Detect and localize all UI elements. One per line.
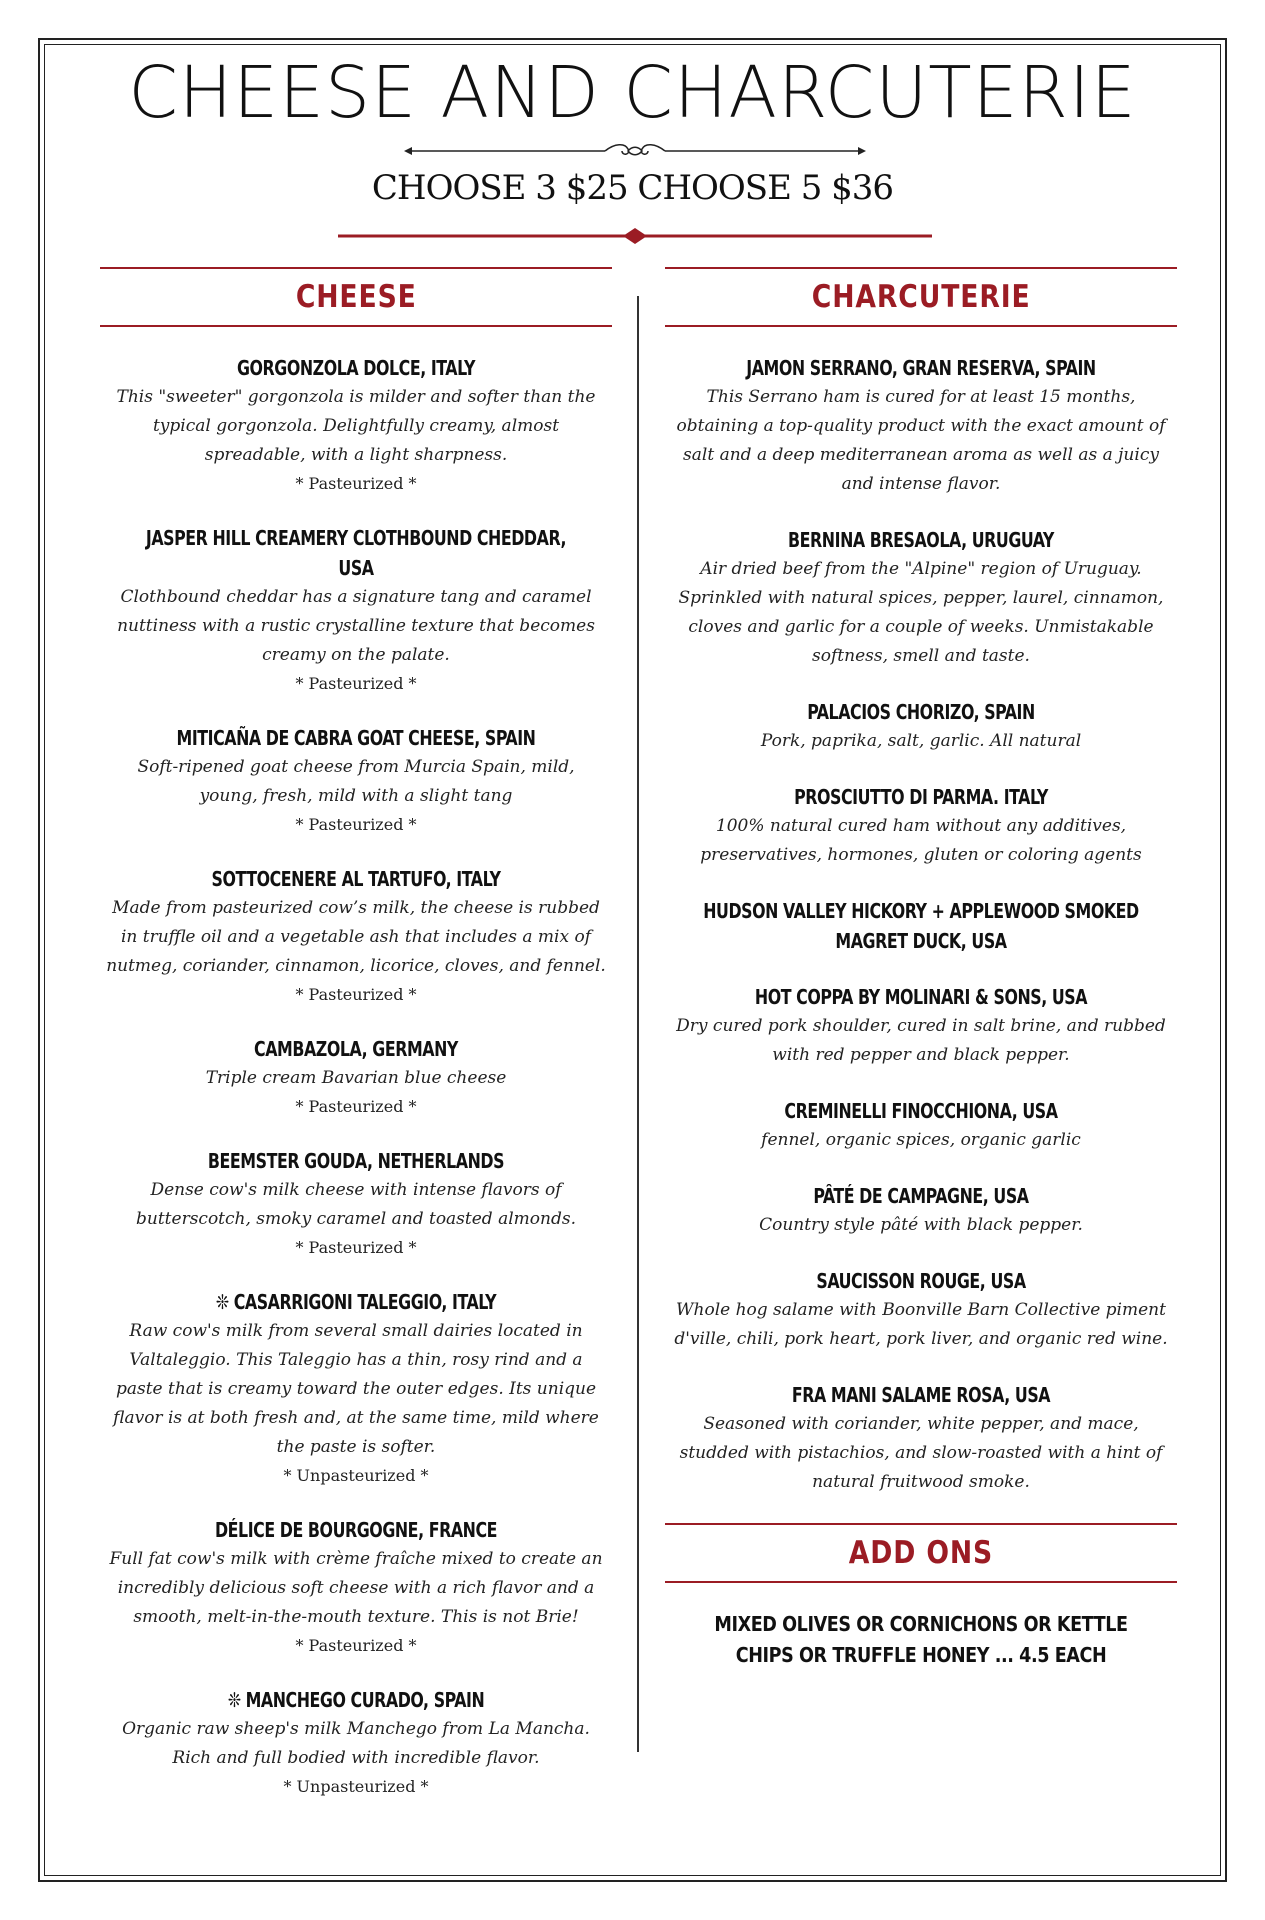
item-description: Triple cream Bavarian blue cheese: [205, 1068, 507, 1088]
item-name: BERNINA BRESAOLA, URUGUAY: [788, 528, 1054, 552]
item-description: Made from pasteurized cow’s milk, the cheese is rubbed in truffle oil and a vegetable ash that includes a mix of nutmeg, coriander, cinnamon, licorice, cloves, and fennel.: [106, 898, 606, 976]
addons-text: MIXED OLIVES OR CORNICHONS OR KETTLE CHIPS OR TRUFFLE HONEY ... 4.5 EACH: [714, 1612, 1128, 1667]
menu-item: [665, 1380, 1177, 1497]
menu-item: [665, 782, 1177, 870]
item-note: * Unpasteurized *: [283, 1777, 429, 1796]
item-name: CAMBAZOLA, GERMANY: [254, 1037, 458, 1061]
item-name: BEEMSTER GOUDA, NETHERLANDS: [207, 1149, 505, 1173]
menu-item: [665, 896, 1177, 956]
cheese-column: [100, 267, 612, 1826]
charcuterie-section-header: [665, 267, 1177, 327]
menu-item: [665, 982, 1177, 1070]
item-name: HUDSON VALLEY HICKORY + APPLEWOOD SMOKED MAGRET DUCK, USA: [703, 899, 1139, 953]
menu-item: [100, 1515, 612, 1659]
item-description: Dry cured pork shoulder, cured in salt brine, and rubbed with red pepper and black pepper.: [676, 1016, 1166, 1065]
item-name: ❊ CASARRIGONI TALEGGIO, ITALY: [215, 1290, 497, 1314]
pricing-line: CHOOSE 3 $25 CHOOSE 5 $36: [371, 168, 894, 208]
addons-section: [665, 1523, 1177, 1671]
column-divider: [637, 296, 639, 1752]
item-name: SAUCISSON ROUGE, USA: [816, 1269, 1026, 1293]
item-description: Dense cow's milk cheese with intense flavors of butterscotch, smoky caramel and toasted almonds.: [136, 1180, 576, 1229]
menu-item: [100, 1146, 612, 1261]
item-description: This Serrano ham is cured for at least 15 months, obtaining a top-quality product with the exact amount of salt and a deep mediterranean aroma as well as a juicy and intense flavor.: [676, 387, 1166, 494]
menu-title: CHEESE AND CHARCUTERIE: [128, 51, 1137, 134]
item-note: * Pasteurized *: [295, 985, 417, 1004]
item-name: GORGONZOLA DOLCE, ITALY: [236, 356, 476, 380]
menu-item: [100, 1685, 612, 1800]
menu-item: [665, 1266, 1177, 1354]
item-name: PROSCIUTTO DI PARMA. ITALY: [794, 785, 1048, 809]
item-description: Organic raw sheep's milk Manchego from La Mancha. Rich and full bodied with incredible flavor.: [122, 1719, 590, 1768]
menu-item: [665, 525, 1177, 671]
menu-item: [100, 353, 612, 497]
item-name: SOTTOCENERE AL TARTUFO, ITALY: [211, 867, 501, 891]
charcuterie-heading: CHARCUTERIE: [811, 279, 1031, 315]
item-name: JAMON SERRANO, GRAN RESERVA, SPAIN: [746, 356, 1096, 380]
item-name: MITICAÑA DE CABRA GOAT CHEESE, SPAIN: [176, 726, 536, 750]
item-note: * Pasteurized *: [295, 474, 417, 493]
item-description: fennel, organic spices, organic garlic: [761, 1130, 1081, 1150]
charcuterie-column: [665, 267, 1177, 1671]
item-name: HOT COPPA BY MOLINARI & SONS, USA: [754, 985, 1088, 1009]
item-name: PALACIOS CHORIZO, SPAIN: [807, 700, 1035, 724]
item-name: CREMINELLI FINOCCHIONA, USA: [784, 1099, 1058, 1123]
item-description: Seasoned with coriander, white pepper, and mace, studded with pistachios, and slow-roasted with a hint of natural fruitwood smoke.: [679, 1414, 1163, 1492]
menu-item: [100, 864, 612, 1008]
menu-item: [100, 1034, 612, 1120]
item-description: This "sweeter" gorgonzola is milder and softer than the typical gorgonzola. Delightfully creamy, almost spreadable, with a light sharpness.: [116, 387, 596, 465]
item-description: Whole hog salame with Boonville Barn Collective piment d'ville, chili, pork heart, pork liver, and organic red wine.: [674, 1300, 1168, 1349]
item-name: DÉLICE DE BOURGOGNE, FRANCE: [214, 1518, 498, 1542]
item-note: * Unpasteurized *: [283, 1466, 429, 1485]
item-description: 100% natural cured ham without any additives, preservatives, hormones, gluten or coloring agents: [700, 816, 1142, 865]
item-name: FRA MANI SALAME ROSA, USA: [791, 1383, 1051, 1407]
red-diamond-rule: [338, 227, 932, 245]
item-name: PÂTÉ DE CAMPAGNE, USA: [813, 1184, 1029, 1208]
cheese-heading: CHEESE: [295, 279, 417, 315]
addons-section-header: [665, 1523, 1177, 1583]
menu-item: [100, 523, 612, 697]
item-note: * Pasteurized *: [295, 1238, 417, 1257]
menu-item: [100, 1287, 612, 1489]
menu-item: [665, 353, 1177, 499]
item-note: * Pasteurized *: [295, 1636, 417, 1655]
item-description: Air dried beef from the "Alpine" region of Uruguay. Sprinkled with natural spices, pepper, laurel, cinnamon, cloves and garlic for a couple of weeks. Unmistakable softness, smell and taste.: [678, 559, 1164, 666]
item-description: Clothbound cheddar has a signature tang and caramel nuttiness with a rustic crystalline texture that becomes creamy on the palate.: [117, 587, 595, 665]
cheese-section-header: [100, 267, 612, 327]
raw-milk-icon: ❊: [215, 1290, 229, 1314]
item-note: * Pasteurized *: [295, 1097, 417, 1116]
raw-milk-icon: ❊: [227, 1688, 241, 1712]
item-note: * Pasteurized *: [295, 674, 417, 693]
menu-item: [665, 1181, 1177, 1240]
item-description: Pork, paprika, salt, garlic. All natural: [760, 731, 1082, 751]
item-name: ❊ MANCHEGO CURADO, SPAIN: [227, 1688, 485, 1712]
item-description: Full fat cow's milk with crème fraîche mixed to create an incredibly delicious soft cheese with a rich flavor and a smooth, melt-in-the-mouth texture. This is not Brie!: [109, 1549, 603, 1627]
menu-item: [665, 697, 1177, 756]
menu-item: [100, 723, 612, 838]
menu-item: [665, 1096, 1177, 1155]
item-note: * Pasteurized *: [295, 815, 417, 834]
item-description: Soft-ripened goat cheese from Murcia Spain, mild, young, fresh, mild with a slight tang: [137, 757, 575, 806]
item-name: JASPER HILL CREAMERY CLOTHBOUND CHEDDAR, USA: [145, 526, 567, 580]
scroll-ornament-icon: [400, 143, 870, 159]
addons-heading: ADD ONS: [848, 1535, 994, 1571]
item-description: Raw cow's milk from several small dairies located in Valtaleggio. This Taleggio has a thin, rosy rind and a paste that is creamy toward the outer edges. Its unique flavor is at both fresh and, at the same time, mild where the paste is softer.: [113, 1321, 599, 1457]
item-description: Country style pâté with black pepper.: [759, 1215, 1083, 1235]
